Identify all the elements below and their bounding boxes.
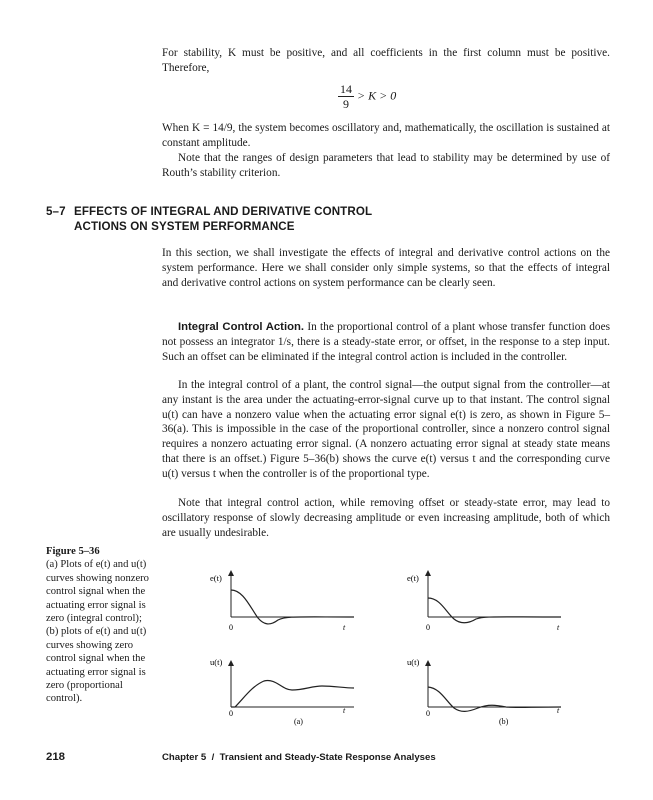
subfigure-b-label: (b): [499, 717, 509, 726]
t-label: t: [343, 623, 346, 632]
plot-b-e: [407, 573, 561, 632]
inequality-rest: > K > 0: [357, 88, 397, 103]
figure-caption-text: (a) Plots of e(t) and u(t) curves showing nonzero control signal when the actuating error signal is zero (integral control); (b) plots of e(t) and u(t) curves showing zero control signal when the actuating error signal is zero (proportional control).: [46, 559, 149, 705]
u-label: u(t): [210, 657, 223, 667]
intro-paragraph-2: When K = 14/9, the system becomes oscillatory and, mathematically, the oscillation is sustained at constant amplitude.: [162, 122, 610, 149]
e-curve: [231, 590, 354, 624]
section-title-line2: ACTIONS ON SYSTEM PERFORMANCE: [74, 219, 295, 233]
fraction-numerator: 14: [340, 82, 352, 96]
section-paragraph: In this section, we shall investigate the effects of integral and derivative control actions on the system performance. Here we shall consider only simple systems, so that the effects of integral and derivative control actions on system performance can be clearly seen.: [162, 247, 610, 289]
zero-label: 0: [426, 623, 430, 632]
u-curve: [231, 681, 354, 707]
zero-label: 0: [426, 709, 430, 718]
u-label: u(t): [407, 657, 420, 667]
integral-paragraph-2: In the integral control of a plant, the control signal—the output signal from the controller—at any instant is the area under the actuating-error-signal curve up to that instant. The control signal u(t) can have a nonzero value when the actuating error signal e(t) is zero, as shown in Figure 5–36(a). This is impossible in the case of the proportional controller, since a nonzero control signal requires a nonzero actuating error signal. (A nonzero actuating error signal at steady state means that there is an offset.) Figure 5–36(b) shows the curve e(t) versus t and the corresponding curve u(t) versus t when the controller is of the proportional type.: [162, 379, 610, 480]
plot-a-e: [210, 573, 354, 632]
zero-label: 0: [229, 709, 233, 718]
t-label: t: [557, 706, 560, 715]
plot-a-u: [210, 657, 354, 726]
zero-label: 0: [229, 623, 233, 632]
section-number: 5–7: [46, 205, 66, 218]
intro-paragraph-3: Note that the ranges of design parameters that lead to stability may be determined by use of Routh’s stability criterion.: [162, 152, 610, 179]
running-footer: Chapter 5 / Transient and Steady-State Response Analyses: [162, 752, 436, 763]
figure-title: Figure 5–36: [46, 546, 100, 557]
t-label: t: [557, 623, 560, 632]
section-title-line1: EFFECTS OF INTEGRAL AND DERIVATIVE CONTROL: [74, 205, 373, 218]
page-number: 218: [46, 751, 66, 763]
intro-paragraph-1: For stability, K must be positive, and all coefficients in the first column must be positive. Therefore,: [162, 47, 610, 74]
integral-paragraph-1-text: In the proportional control of a plant whose transfer function does not possess an integrator 1/s, there is a steady-state error, or offset, in the response to a step input. Such an offset can be eliminated if the integral control action is included in the controller.: [162, 321, 610, 363]
fraction-denominator: 9: [343, 97, 349, 111]
t-label: t: [343, 706, 346, 715]
subfigure-a-label: (a): [294, 717, 303, 726]
plot-b-u: [407, 657, 561, 726]
e-label: e(t): [210, 573, 222, 583]
integral-paragraph-3: Note that integral control action, while removing offset or steady-state error, may lead to oscillatory response of slowly decreasing amplitude or even increasing amplitude, both of which are usually undesirable.: [162, 497, 610, 539]
e-label: e(t): [407, 573, 419, 583]
runin-heading: Integral Control Action.: [178, 321, 305, 333]
u-curve: [428, 687, 561, 711]
e-curve: [428, 598, 561, 623]
